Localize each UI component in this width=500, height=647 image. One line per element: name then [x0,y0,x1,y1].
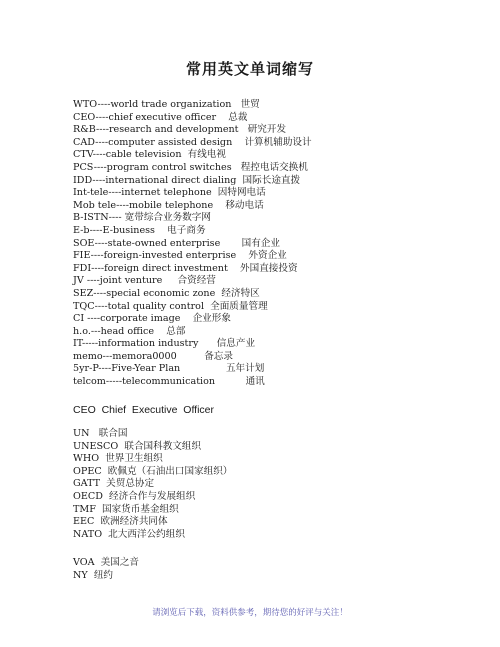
abbreviation-entry: JV ----joint venture 合资经营 [73,275,216,287]
organization-entry: TMF 国家货币基金组织 [73,503,179,515]
abbreviation-entry: B-ISTN---- 宽带综合业务数字网 [73,212,211,224]
abbreviation-entry: SEZ----special economic zone 经济特区 [73,287,260,299]
abbreviation-entry: FDI----foreign direct investment 外国直接投资 [73,262,298,274]
abbreviation-entry: IT-----information industry 信息产业 [73,338,256,350]
abbreviation-entry: Mob tele----mobile telephone 移动电话 [73,199,264,211]
misc-entry: NY 纽约 [73,570,114,581]
abbreviation-entry: WTO----world trade organization 世贸 [73,99,260,110]
abbreviation-list [73,99,312,389]
misc-entry: VOA 美国之音 [73,557,140,568]
footer-note: 请浏览后下载，资料供参考，期待您的好评与关注！ [152,608,348,618]
section-subheading: CEO Chief Executive Officer [73,404,215,416]
organization-entry: NATO 北大西洋公约组织 [73,528,185,540]
organization-entry: OPEC 欧佩克（石油出口国家组织） [73,465,233,477]
abbreviation-entry: CI ----corporate image 企业形象 [73,313,231,325]
abbreviation-entry: CTV----cable television 有线电视 [73,149,226,161]
abbreviation-entry: telcom-----telecommunication 通讯 [73,376,265,388]
abbreviation-entry: SOE----state-owned enterprise 国有企业 [73,237,280,249]
organization-entry: WHO 世界卫生组织 [73,453,163,465]
abbreviation-entry: IDD----international direct dialing 国际长途直拨 [73,174,301,186]
misc-list [73,556,139,582]
abbreviation-entry: memo---memora0000 备忘录 [73,350,233,362]
organization-entry: UN 联合国 [73,428,128,439]
organization-entry: UNESCO 联合国科教文组织 [73,440,202,452]
abbreviation-entry: TQC----total quality control 全面质量管理 [73,300,268,312]
organization-list [73,428,232,541]
organization-entry: OECD 经济合作与发展组织 [73,490,196,502]
abbreviation-entry: h.o.---head office 总部 [73,325,186,337]
organization-entry: EEC 欧洲经济共同体 [73,516,168,528]
abbreviation-entry: PCS----program control switches 程控电话交换机 [73,161,308,173]
organization-entry: GATT 关贸总协定 [73,478,155,490]
abbreviation-entry: Int-tele----internet telephone 因特网电话 [73,187,266,199]
abbreviation-entry: CAD----computer assisted design 计算机辅助设计 [73,136,312,148]
abbreviation-entry: CEO----chief executive officer 总裁 [73,111,248,123]
abbreviation-entry: FIE----foreign-invested enterprise 外资企业 [73,250,287,262]
abbreviation-entry: E-b----E-business 电子商务 [73,224,206,236]
page-title: 常用英文单词缩写 [185,60,314,78]
abbreviation-entry: R&B----research and development 研究开发 [73,124,287,136]
abbreviation-entry: 5yr-P----Five-Year Plan 五年计划 [73,363,265,375]
